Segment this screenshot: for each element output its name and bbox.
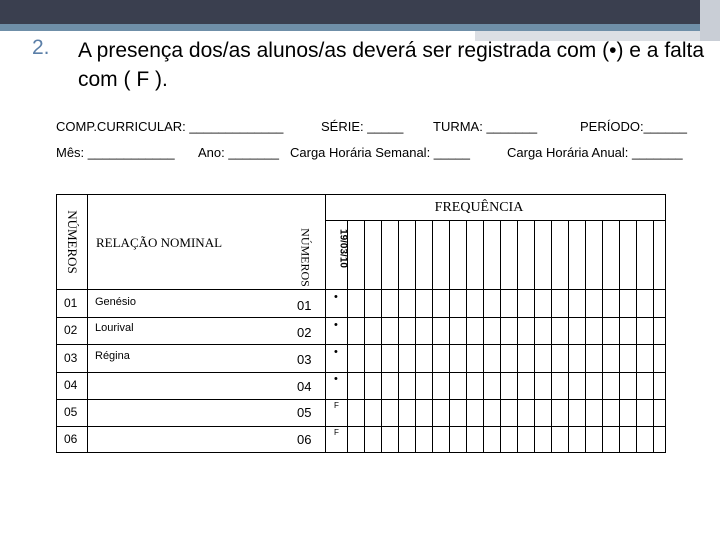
row-number: 05 [64,405,78,419]
numeros-mid-column-header: NÚMEROS [298,228,313,287]
row-number: 02 [64,323,78,337]
question-text: A presença dos/as alunos/as deverá ser registrada com (•) e a falta com ( F ). [78,39,705,91]
numeros-column-header: NÚMEROS [65,210,80,274]
serie-field: SÉRIE: _____ [321,119,404,134]
row-number-mid: 05 [297,405,312,420]
row-number-mid: 03 [297,352,312,367]
attendance-mark: • [334,319,338,331]
student-name: Genésio [95,296,136,308]
attendance-mark: F [334,428,339,437]
row-number: 06 [64,432,78,446]
row-number-mid: 01 [297,298,312,313]
date-column-header: 19/03/10 [337,229,349,268]
attendance-mark: • [334,346,338,358]
ano-field: Ano: _______ [198,145,279,160]
attendance-mark: • [334,373,338,385]
periodo-field: PERÍODO:______ [580,119,687,134]
relacao-nominal-header: RELAÇÃO NOMINAL [96,235,223,250]
comp-curricular-field: COMP.CURRICULAR: _____________ [56,119,284,134]
ch-anual-field: Carga Horária Anual: _______ [507,145,683,160]
ch-semanal-field: Carga Horária Semanal: _____ [290,145,470,160]
row-number-mid: 04 [297,379,312,394]
attendance-mark: F [334,401,339,410]
student-name: Régina [95,350,130,362]
question-number: 2. [32,36,50,59]
turma-field: TURMA: _______ [433,119,538,134]
row-number-mid: 02 [297,325,312,340]
attendance-mark: • [334,291,338,303]
frequencia-title: FREQUÊNCIA [434,200,524,215]
row-number: 01 [64,296,78,310]
row-number: 03 [64,351,78,365]
mes-field: Mês: ____________ [56,145,175,160]
student-name: Lourival [95,322,134,334]
row-number-mid: 06 [297,432,312,447]
row-number: 04 [64,378,78,392]
